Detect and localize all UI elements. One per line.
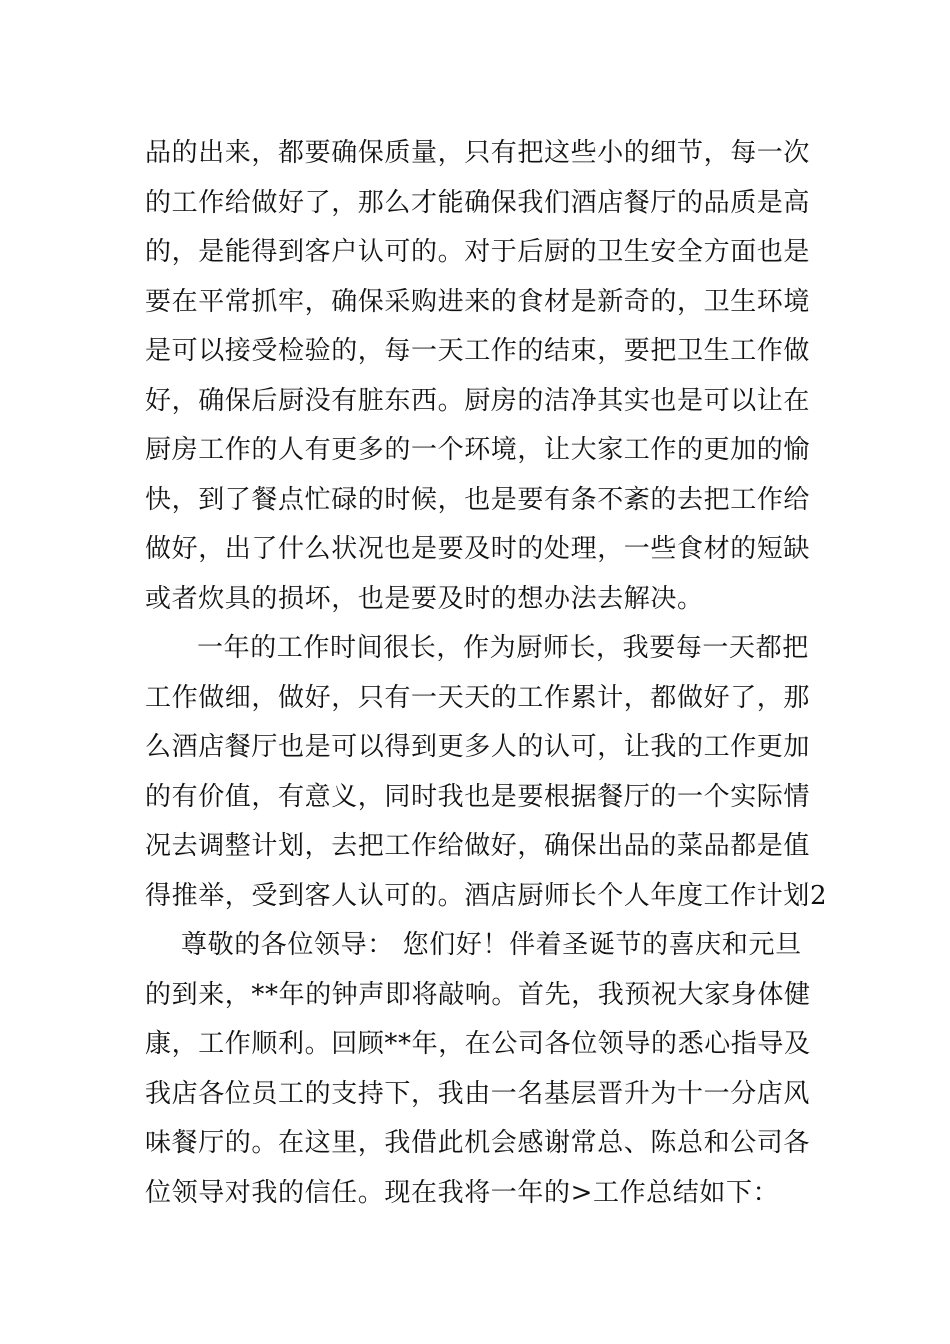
text-line: 况去调整计划，去把工作给做好，确保出品的菜品都是值 [145,831,811,861]
paragraph-start-line: 一年的工作时间很长，作为厨师长，我要每一天都把 [197,633,809,663]
text-line: 康，工作顺利。回顾**年，在公司各位领导的悉心指导及 [145,1029,811,1059]
text-line: 得推举，受到客人认可的。酒店厨师长个人年度工作计划2 [145,880,828,911]
text-line: 厨房工作的人有更多的一个环境，让大家工作的更加的愉 [145,435,811,465]
text-line: 品的出来，都要确保质量，只有把这些小的细节，每一次 [145,138,811,168]
text-line: 么酒店餐厅也是可以得到更多人的认可，让我的工作更加 [145,732,811,762]
text-line: 或者炊具的损坏，也是要及时的想办法去解决。 [145,583,704,614]
text-line: 是可以接受检验的，每一天工作的结束，要把卫生工作做 [145,336,811,366]
text-line: 我店各位员工的支持下，我由一名基层晋升为十一分店风 [145,1078,811,1109]
text-line: 味餐厅的。在这里，我借此机会感谢常总、陈总和公司各 [145,1128,811,1158]
body-text [145,129,828,1218]
text-line: 做好，出了什么状况也是要及时的处理，一些食材的短缺 [145,534,811,564]
text-line: 要在平常抓牢，确保采购进来的食材是新奇的，卫生环境 [145,286,811,317]
text-line: 快，到了餐点忙碌的时候，也是要有条不紊的去把工作给 [145,484,811,515]
text-line: 的，是能得到客户认可的。对于后厨的卫生安全方面也是 [145,237,811,267]
text-line: 的有价值，有意义，同时我也是要根据餐厅的一个实际情 [145,781,811,812]
text-line: 的到来，**年的钟声即将敲响。首先，我预祝大家身体健 [145,979,811,1010]
text-line: 好，确保后厨没有脏东西。厨房的洁净其实也是可以让在 [145,385,811,416]
text-line: 的工作给做好了，那么才能确保我们酒店餐厅的品质是高 [145,187,811,218]
text-line: 位领导对我的信任。现在我将一年的>工作总结如下： [145,1177,780,1208]
paragraph-start-line: 尊敬的各位领导： 您们好！伴着圣诞节的喜庆和元旦 [181,930,802,960]
text-line: 工作做细，做好，只有一天天的工作累计，都做好了，那 [145,682,811,713]
